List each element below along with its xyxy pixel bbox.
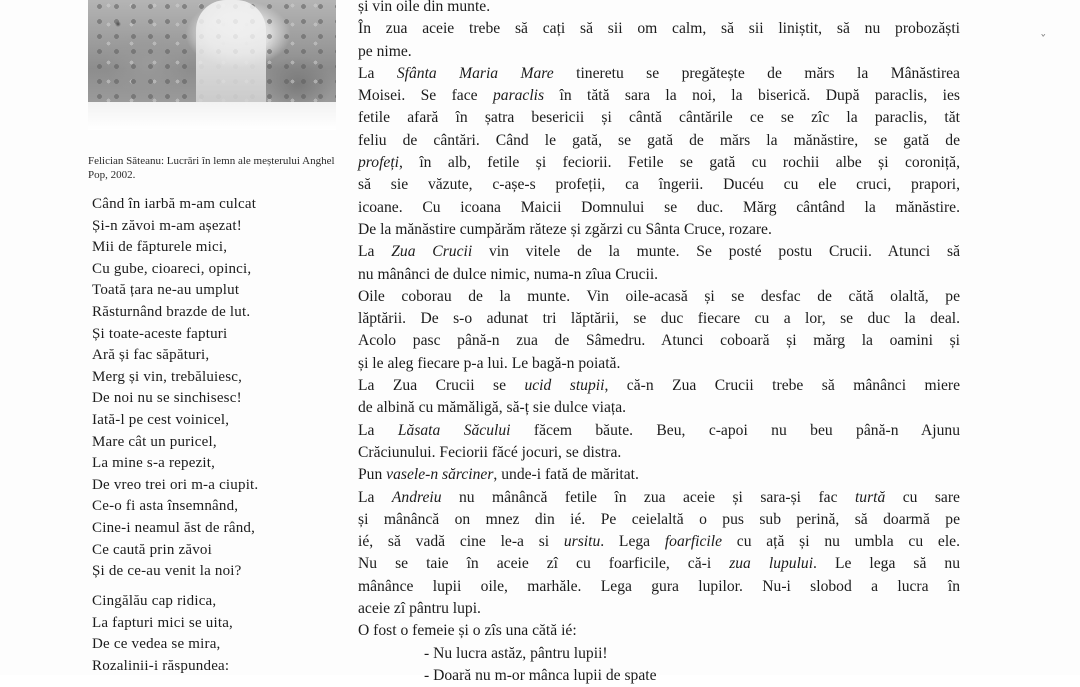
poem-line: Răsturnând brazde de lut. (92, 303, 251, 320)
poem-line: Cine-i neamul ăst de rând, (92, 519, 256, 536)
poem-line: Mare cât un puricel, (92, 433, 217, 450)
prose-text: feliu de cântări. Când le gată, se gată de mărs la mănăstire, se gată de (358, 131, 960, 149)
prose-text: nu mânâncă fetile în zua aceie și sara-și fac (441, 488, 855, 506)
prose-text: Oile coborau de la munte. Vin oile-acasă și se desfac de cătă olaltă, pe (358, 287, 960, 305)
margin-mark: ˇ (1040, 34, 1047, 49)
prose-line (358, 197, 960, 219)
italic-term: turtă (854, 488, 886, 506)
prose-text: Pun (358, 466, 387, 484)
prose-text: cu ață și nu umbla cu ele. (722, 533, 960, 551)
italic-term: ursitu (563, 533, 601, 551)
prose-line (358, 643, 960, 665)
prose-text: În zua aceie trebe să cați să sii om calm, să sii liniștit, să nu probozăști (358, 20, 960, 38)
prose-text: în tătă sara la noi, la biserică. După paraclis, ies (544, 87, 960, 105)
prose-line (358, 85, 960, 107)
italic-term: Sfânta Maria Mare (396, 64, 554, 82)
prose-text: și mânâncă on mnez din ié. Pe ceielaltă o pus sub perină, să doarmă pe (358, 510, 960, 528)
prose-line (358, 509, 960, 531)
prose-line (358, 152, 960, 174)
poem-line: De noi nu se sinchisesc! (92, 390, 242, 407)
prose-text: - Doară nu m-or mânca lupii de spate (424, 666, 657, 684)
prose-text: să sie văzute, c-așe-s profeții, ca îngerii. Ducéu cu ele cruci, prapori, (358, 176, 960, 194)
photo-base (88, 102, 336, 130)
prose-line (358, 665, 960, 687)
prose-text: . Lega (600, 533, 665, 551)
prose-line (358, 487, 960, 509)
prose-line (358, 308, 960, 330)
italic-term: ucid stupii (524, 377, 605, 395)
prose-text: de albină cu mămăligă, să-ț sie dulce viața. (358, 399, 627, 417)
poem-line: Ce-o fi asta însemnând, (92, 498, 239, 515)
prose-line (358, 241, 960, 263)
poem-line: Mii de făpturele mici, (92, 239, 228, 256)
poem-line: Toată țara ne-au umplut (92, 282, 240, 299)
poem-line: Și-n zăvoi m-am așezat! (92, 217, 242, 234)
prose-line (358, 18, 960, 40)
prose-line (358, 375, 960, 397)
poem-line: De ce vedea se mira, (92, 636, 221, 653)
prose-text: mânânce lupii oile, marhăle. Lega gura lupilor. Nu-i slobod a lucra în (358, 577, 960, 595)
prose-text: . Le lega să nu (813, 555, 960, 573)
poem-stanza-1 (92, 194, 258, 583)
prose-text: La (358, 64, 397, 82)
prose-text: vin vitele de la munte. Se posté postu Crucii. Atunci să (472, 243, 960, 261)
prose-text: , unde-i fată de măritat. (493, 466, 639, 484)
italic-term: zua lupului (729, 555, 814, 573)
prose-text: La (358, 421, 398, 439)
prose-text: cu sare (885, 488, 960, 506)
prose-text: , în alb, fetile și feciorii. Fetile se gată cu rochii albe și coroniță, (399, 154, 960, 172)
prose-text: Nu se taie în aceie zî cu foarficile, că-i (358, 555, 730, 573)
prose-text: La Zua Crucii se (358, 377, 525, 395)
prose-text: lăptării. De s-o adunat tri lăptării, se duc fiecare cu a lor, se duc la deal. (358, 310, 960, 328)
prose-line (358, 0, 960, 18)
prose-line (358, 41, 960, 63)
prose-line (358, 330, 960, 352)
prose-line (358, 130, 960, 152)
poem-line: Când în iarbă m-am culcat (92, 196, 257, 212)
italic-term: Zua Crucii (391, 243, 473, 261)
italic-term: vasele-n sărciner (386, 466, 494, 484)
prose-text: Acolo pasc până-n zua de Sâmedru. Atunci coboară și mărg la oamini și (358, 332, 960, 350)
poem-line: Cu gube, cioareci, opinci, (92, 260, 252, 277)
prose-line (358, 219, 960, 241)
prose-text: De la mănăstire cumpărăm răteze și zgărzi cu Sânta Cruce, rozare. (358, 220, 772, 238)
prose-text: , că-n Zua Crucii trebe să mânânci miere (604, 377, 961, 395)
poem-line: De vreo trei ori m-a ciupit. (92, 476, 259, 493)
prose-line (358, 553, 960, 575)
prose-line (358, 420, 960, 442)
prose-text: Moisei. Se face (358, 87, 493, 105)
poem-line: Și toate-aceste fapturi (92, 325, 228, 342)
prose-line (358, 598, 960, 620)
italic-term: Lăsata Săcului (397, 421, 511, 439)
prose-line (358, 620, 960, 642)
prose-line (358, 63, 960, 85)
italic-term: foarficile (664, 533, 723, 551)
prose-text: și vin oile din munte. (358, 0, 491, 15)
poem-line: Ce caută prin zăvoi (92, 541, 212, 558)
poem-line: La mine s-a repezit, (92, 455, 216, 472)
prose-line (358, 464, 960, 486)
prose-text: făcem băute. Beu, c-apoi nu beu până-n Ajunu (510, 421, 960, 439)
prose-text: ié, să vadă cine le-a si (358, 533, 564, 551)
prose-text: La (358, 243, 392, 261)
prose-line (358, 353, 960, 375)
prose-line (358, 531, 960, 553)
poem-line: Rozalinii-i răspundea: (92, 657, 230, 674)
italic-term: Andreiu (391, 488, 442, 506)
prose-line (358, 107, 960, 129)
poem-stanza-2 (92, 591, 233, 677)
prose-text: pe nime. (358, 42, 412, 60)
italic-term: profeți (358, 154, 400, 172)
prose-line (358, 576, 960, 598)
poem-line: Cingălău cap ridica, (92, 593, 217, 609)
poem-line: Ară și fac săpături, (92, 347, 210, 364)
poem-line: La fapturi mici se uita, (92, 614, 234, 631)
prose-text: nu mânânci de dulce nimic, numa-n zîua Crucii. (358, 265, 659, 283)
poem-line: Merg și vin, trebăluiesc, (92, 368, 243, 385)
italic-term: paraclis (492, 87, 545, 105)
prose-line (358, 286, 960, 308)
prose-text: La (358, 488, 392, 506)
prose-text: - Nu lucra astăz, pântru lupii! (424, 644, 608, 662)
prose-text: și le aleg fiecare p-a lui. Le bagă-n poiată. (358, 354, 621, 372)
photo-carving (196, 0, 266, 110)
prose-column (358, 0, 960, 687)
prose-line (358, 397, 960, 419)
poem-line: Iată-l pe cest voinicel, (92, 411, 230, 428)
poem-line: Și de ce-au venit la noi? (92, 563, 242, 580)
photo-caption: Felician Săteanu: Lucrări în lemn ale meșterului Anghel Pop, 2002. (88, 155, 335, 181)
prose-text: tineretu se pregătește de mărs la Mânăstirea (553, 64, 960, 82)
prose-text: icoane. Cu icoana Maicii Domnului se duc. Mărg cântând la mănăstire. (358, 198, 960, 216)
prose-line (358, 264, 960, 286)
prose-line (358, 442, 960, 464)
prose-line (358, 174, 960, 196)
prose-text: Crăciunului. Feciorii făcé jocuri, se distra. (358, 443, 622, 461)
prose-text: fetile afară în șatra besericii și cântă cântările ce se zîc la paraclis, tăt (358, 109, 960, 127)
prose-text: aceie zî pântru lupi. (358, 600, 481, 618)
prose-text: O fost o femeie și o zîs una cătă ié: (358, 622, 577, 640)
carved-wood-photo (88, 0, 336, 130)
